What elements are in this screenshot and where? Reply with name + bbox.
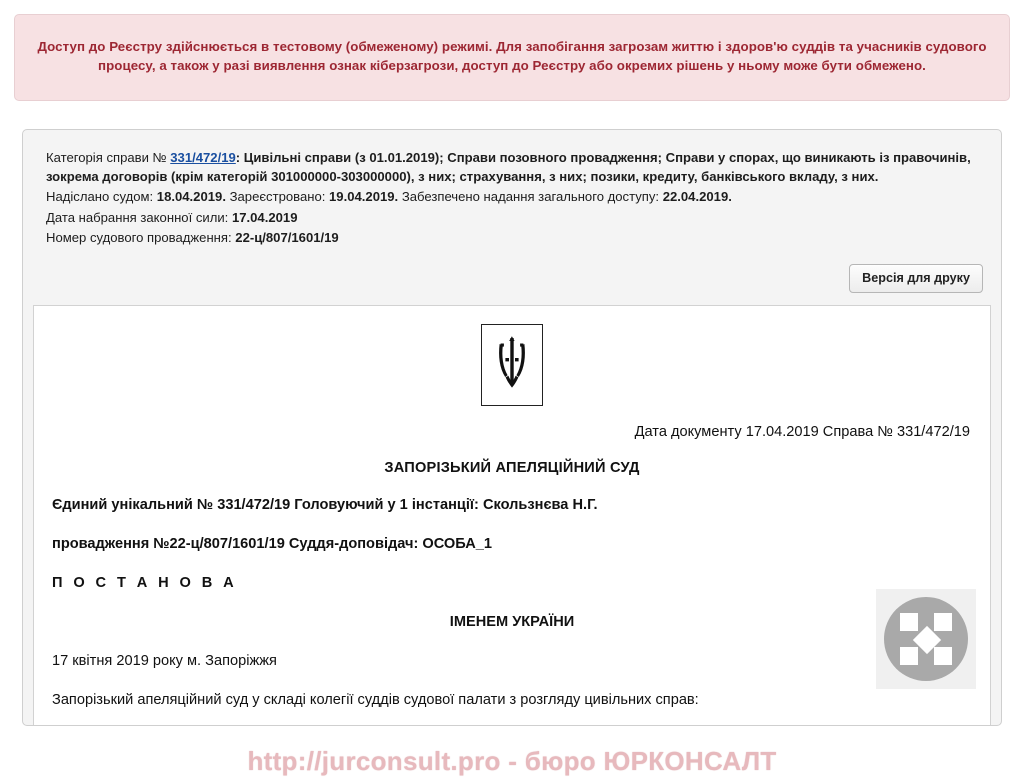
case-category-prefix: Категорія справи № <box>46 149 171 165</box>
in-name-of-ukraine: ІМЕНЕМ УКРАЇНИ <box>449 614 575 631</box>
document-sheet <box>33 305 991 725</box>
logo-block-top-left <box>900 613 918 631</box>
case-category-line <box>46 148 978 187</box>
registered-label: Зареєстровано: <box>225 189 330 205</box>
logo-block-bottom-right <box>934 647 952 665</box>
proceeding-number-label: Номер судового провадження: <box>46 230 236 246</box>
warning-banner-text: Доступ до Реєстру здійснюється в тестовому (обмеженому) режимі. Для запобігання загрозам життю і здоров'ю суддів та учасників судового процесу, а також у разі виявлення ознак кіберзагрози, доступ до Реєстру або окремих рішень у ньому може бути обмежено. <box>37 39 987 74</box>
registered-value: 19.04.2019. <box>329 189 399 205</box>
court-name: ЗАПОРІЗЬКИЙ АПЕЛЯЦІЙНИЙ СУД <box>384 460 640 477</box>
case-card <box>22 129 1002 727</box>
emblem-container <box>52 324 972 416</box>
unique-number-line: Єдиний унікальний № 331/472/19 Головуючий у 1 інстанції: Скользнєва Н.Г. <box>52 497 598 514</box>
effective-date-value: 17.04.2019 <box>231 209 298 225</box>
public-access-label: Забезпечено надання загального доступу: <box>398 189 663 205</box>
case-metadata <box>33 140 991 261</box>
logo-cross-shape <box>900 613 952 665</box>
effective-date-line <box>46 208 978 227</box>
sent-label: Надіслано судом: <box>46 189 157 205</box>
logo-block-top-right <box>934 613 952 631</box>
act-type-heading: П О С Т А Н О В А <box>52 575 238 592</box>
toolbar <box>33 260 991 305</box>
sent-value: 18.04.2019. <box>156 189 226 205</box>
jurconsult-logo-icon <box>876 589 976 689</box>
case-category-number-link[interactable]: 331/472/19 <box>170 149 236 165</box>
logo-block-bottom-left <box>900 647 918 665</box>
proceeding-judge-line: провадження №22-ц/807/1601/19 Суддя-доповідач: ОСОБА_1 <box>52 536 492 553</box>
site-watermark-text: http://jurconsult.pro - бюро ЮРКОНСАЛТ <box>247 746 777 776</box>
case-dates-line <box>46 187 978 206</box>
proceeding-number-value: 22-ц/807/1601/19 <box>235 230 339 246</box>
effective-date-label: Дата набрання законної сили: <box>46 209 232 225</box>
public-access-value: 22.04.2019. <box>662 189 732 205</box>
date-and-place-line: 17 квітня 2019 року м. Запоріжжя <box>52 653 277 670</box>
logo-circle <box>884 597 968 681</box>
document-date-and-case-line: Дата документу 17.04.2019 Справа № 331/472/19 <box>634 424 970 441</box>
document-body-paragraph: Запорізький апеляційний суд у складі колегії суддів судової палати з розгляду цивільних справ: <box>52 692 699 709</box>
coat-of-arms-icon <box>481 324 543 406</box>
proceeding-number-line <box>46 228 978 247</box>
test-mode-warning-banner <box>14 14 1010 101</box>
case-category-description: : Цивільні справи (з 01.01.2019); Справи позовного провадження; Справи у спорах, що виникають із правочинів, зокрема договорів (крім категорій 301000000-303000000), з них; страхування, з них; позики, кредиту, банківського вкладу, з них. <box>46 149 971 184</box>
print-version-button[interactable]: Версія для друку <box>849 264 983 293</box>
